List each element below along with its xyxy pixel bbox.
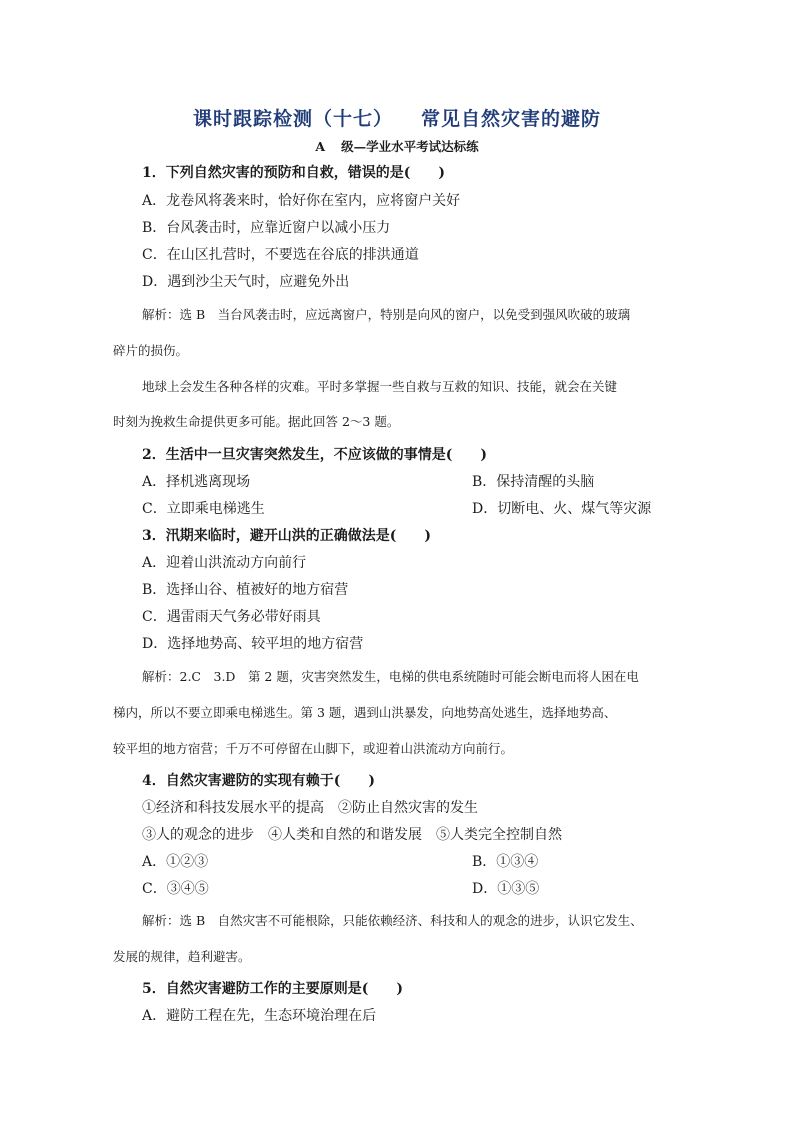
passage-line-1: 地球上会发生各种各样的灾难。平时多掌握一些自救与互救的知识、技能，就会在关键 <box>142 379 618 394</box>
question-2-option-a: A．择机逃离现场 <box>142 474 251 490</box>
question-1-stem: 1．下列自然灾害的预防和自救，错误的是( ) <box>142 165 445 181</box>
page-title <box>0 104 794 131</box>
question-4-option-c: C．③④⑤ <box>142 881 209 897</box>
question-4-statements-line-2: ③人的观念的进步 ④人类和自然的和谐发展 ⑤人类完全控制自然 <box>142 827 562 843</box>
question-2-stem: 2．生活中一旦灾害突然发生，不应该做的事情是( ) <box>142 447 487 463</box>
question-4-option-d: D．①③⑤ <box>472 881 540 897</box>
question-5-stem: 5．自然灾害避防工作的主要原则是( ) <box>142 981 403 997</box>
question-4-statements-line-1: ①经济和科技发展水平的提高 ②防止自然灾害的发生 <box>142 800 478 816</box>
question-1-option-d: D．遇到沙尘天气时，应避免外出 <box>142 274 350 290</box>
question-3-option-b: B．选择山谷、植被好的地方宿营 <box>142 582 349 598</box>
question-4-analysis-line-2: 发展的规律，趋利避害。 <box>113 949 251 964</box>
question-3-analysis-line-1: 解析：2.C 3.D 第 2 题，灾害突然发生，电梯的供电系统随时可能会断电而将人困在电 <box>142 669 639 684</box>
question-1-option-a: A．龙卷风将袭来时，恰好你在室内，应将窗户关好 <box>142 193 461 209</box>
question-4-option-b: B．①③④ <box>472 854 539 870</box>
section-subtitle <box>0 137 794 155</box>
question-5-option-a: A．避防工程在先，生态环境治理在后 <box>142 1008 377 1024</box>
question-1-analysis-line-1: 解析：选 B 当台风袭击时，应远离窗户，特别是向风的窗户，以免受到强风吹破的玻璃 <box>142 307 631 322</box>
question-3-analysis-line-2: 梯内，所以不要立即乘电梯逃生。第 3 题，遇到山洪暴发，向地势高处逃生，选择地势高、 <box>113 705 617 720</box>
question-3-option-c: C．遇雷雨天气务必带好雨具 <box>142 609 321 625</box>
question-1-option-b: B．台风袭击时，应靠近窗户以减小压力 <box>142 220 391 236</box>
question-3-option-d: D．选择地势高、较平坦的地方宿营 <box>142 636 364 652</box>
title-part-1: 课时跟踪检测（十七） <box>192 108 393 130</box>
question-1-option-c: C．在山区扎营时，不要选在谷底的排洪通道 <box>142 247 419 263</box>
title-part-2: 常见自然灾害的避防 <box>421 108 602 130</box>
question-4-analysis-line-1: 解析：选 B 自然灾害不可能根除，只能依赖经济、科技和人的观念的进步，认识它发生、 <box>142 913 643 928</box>
question-3-option-a: A．迎着山洪流动方向前行 <box>142 555 307 571</box>
question-1-analysis-line-2: 碎片的损伤。 <box>113 343 189 358</box>
question-4-stem: 4．自然灾害避防的实现有赖于( ) <box>142 773 375 789</box>
question-3-stem: 3．汛期来临时，避开山洪的正确做法是( ) <box>142 528 431 544</box>
subtitle-text: 级—学业水平考试达标练 <box>341 139 479 154</box>
question-4-option-a: A．①②③ <box>142 854 209 870</box>
subtitle-level: A <box>315 139 326 154</box>
question-2-option-d: D．切断电、火、煤气等灾源 <box>472 501 652 517</box>
question-3-analysis-line-3: 较平坦的地方宿营；千万不可停留在山脚下，或迎着山洪流动方向前行。 <box>113 741 514 756</box>
question-2-option-c: C．立即乘电梯逃生 <box>142 501 265 517</box>
question-2-option-b: B．保持清醒的头脑 <box>472 474 595 490</box>
passage-line-2: 时刻为挽救生命提供更多可能。据此回答 2～3 题。 <box>113 414 400 429</box>
